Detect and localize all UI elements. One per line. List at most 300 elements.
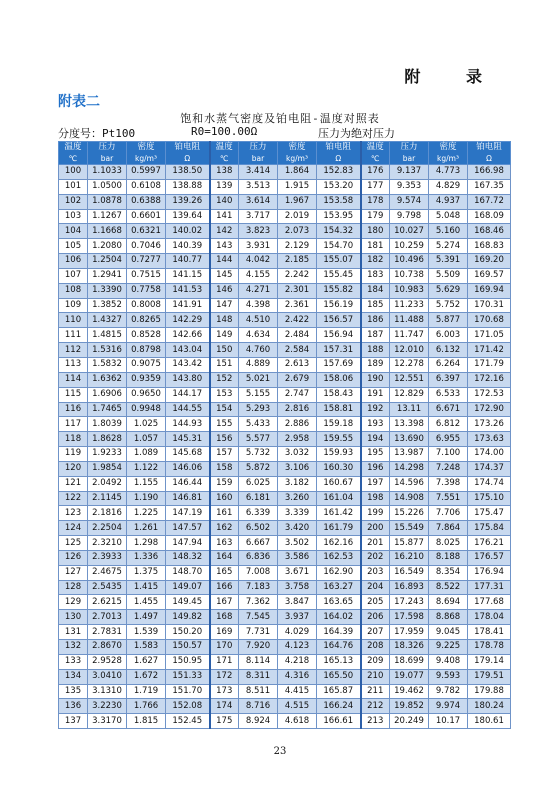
table-cell: 5.391 <box>429 254 468 269</box>
table-cell: 154.32 <box>317 224 361 239</box>
table-cell: 147.94 <box>166 536 210 551</box>
table-cell: 184 <box>361 283 390 298</box>
table-cell: 108 <box>59 283 88 298</box>
table-cell: 8.924 <box>239 714 278 729</box>
table-cell: 149 <box>210 328 239 343</box>
table-cell: 146.06 <box>166 461 210 476</box>
column-header-unit: ℃ <box>68 154 78 163</box>
table-cell: 146.81 <box>166 491 210 506</box>
table-cell: 179.88 <box>468 684 511 699</box>
table-cell: 160.30 <box>317 461 361 476</box>
table-cell: 180 <box>361 224 390 239</box>
table-cell: 172.16 <box>468 372 511 387</box>
table-cell: 154.70 <box>317 239 361 254</box>
table-cell: 198 <box>361 491 390 506</box>
table-cell: 6.339 <box>239 506 278 521</box>
table-cell: 145 <box>210 268 239 283</box>
table-cell: 2.242 <box>278 268 317 283</box>
table-cell: 141 <box>210 209 239 224</box>
table-cell: 13.398 <box>390 417 429 432</box>
table-cell: 9.225 <box>429 640 468 655</box>
table-cell: 16.893 <box>390 580 429 595</box>
table-cell: 162.90 <box>317 565 361 580</box>
table-cell: 176.57 <box>468 550 511 565</box>
table-cell: 2.816 <box>278 402 317 417</box>
table-cell: 3.2230 <box>88 699 127 714</box>
table-cell: 9.408 <box>429 654 468 669</box>
table-row <box>59 432 511 447</box>
table-cell: 205 <box>361 595 390 610</box>
table-cell: 2.129 <box>278 239 317 254</box>
table-cell: 6.502 <box>239 521 278 536</box>
table-cell: 7.100 <box>429 447 468 462</box>
table-cell: 9.137 <box>390 165 429 180</box>
table-cell: 160 <box>210 491 239 506</box>
table-cell: 2.0492 <box>88 476 127 491</box>
table-cell: 15.226 <box>390 506 429 521</box>
table-cell: 182 <box>361 254 390 269</box>
table-cell: 168.46 <box>468 224 511 239</box>
table-cell: 180.24 <box>468 699 511 714</box>
table-cell: 9.798 <box>390 209 429 224</box>
table-cell: 113 <box>59 357 88 372</box>
table-cell: 3.032 <box>278 447 317 462</box>
table-cell: 208 <box>361 640 390 655</box>
table-cell: 149.45 <box>166 595 210 610</box>
column-header <box>88 142 127 165</box>
table-cell: 101 <box>59 179 88 194</box>
table-cell: 2.958 <box>278 432 317 447</box>
column-header-unit: ℃ <box>371 154 380 163</box>
table-cell: 4.415 <box>278 684 317 699</box>
table-cell: 154 <box>210 402 239 417</box>
table-cell: 175.10 <box>468 491 511 506</box>
table-cell: 6.264 <box>429 357 468 372</box>
table-cell: 2.613 <box>278 357 317 372</box>
table-cell: 15.877 <box>390 536 429 551</box>
table-header-row <box>59 142 511 165</box>
table-cell: 1.5316 <box>88 343 127 358</box>
table-cell: 0.6108 <box>127 179 166 194</box>
table-cell: 178.04 <box>468 610 511 625</box>
table-cell: 206 <box>361 610 390 625</box>
table-cell: 13.987 <box>390 447 429 462</box>
table-cell: 7.183 <box>239 580 278 595</box>
column-header <box>239 142 278 165</box>
table-cell: 3.260 <box>278 491 317 506</box>
table-cell: 189 <box>361 357 390 372</box>
table-cell: 155.07 <box>317 254 361 269</box>
table-cell: 2.4675 <box>88 565 127 580</box>
table-row <box>59 654 511 669</box>
table-cell: 8.716 <box>239 699 278 714</box>
table-cell: 144.93 <box>166 417 210 432</box>
table-cell: 142.29 <box>166 313 210 328</box>
table-cell: 6.836 <box>239 550 278 565</box>
table-cell: 176 <box>361 165 390 180</box>
table-cell: 0.6388 <box>127 194 166 209</box>
table-cell: 1.415 <box>127 580 166 595</box>
table-cell: 2.9528 <box>88 654 127 669</box>
table-row <box>59 313 511 328</box>
table-cell: 150 <box>210 343 239 358</box>
table-cell: 13.690 <box>390 432 429 447</box>
table-cell: 1.9854 <box>88 461 127 476</box>
table-cell: 4.829 <box>429 179 468 194</box>
table-cell: 148.32 <box>166 550 210 565</box>
table-cell: 119 <box>59 447 88 462</box>
table-cell: 1.5832 <box>88 357 127 372</box>
table-cell: 204 <box>361 580 390 595</box>
table-cell: 1.0500 <box>88 179 127 194</box>
table-cell: 177.68 <box>468 595 511 610</box>
column-header-name: 密度 <box>137 142 155 152</box>
pressure-note: 压力为绝对压力 <box>318 127 395 140</box>
table-cell: 199 <box>361 506 390 521</box>
table-cell: 186 <box>361 313 390 328</box>
table-cell: 14.596 <box>390 476 429 491</box>
table-cell: 164.02 <box>317 610 361 625</box>
table-cell: 144.17 <box>166 387 210 402</box>
table-cell: 169.94 <box>468 283 511 298</box>
table-cell: 141.91 <box>166 298 210 313</box>
table-cell: 155.82 <box>317 283 361 298</box>
table-cell: 12.829 <box>390 387 429 402</box>
table-row <box>59 268 511 283</box>
table-cell: 6.003 <box>429 328 468 343</box>
table-cell: 17.959 <box>390 625 429 640</box>
table-cell: 143.42 <box>166 357 210 372</box>
column-header-name: 温度 <box>215 142 233 152</box>
table-cell: 209 <box>361 654 390 669</box>
table-cell: 161.42 <box>317 506 361 521</box>
table-cell: 158.06 <box>317 372 361 387</box>
table-cell: 190 <box>361 372 390 387</box>
table-cell: 8.311 <box>239 669 278 684</box>
table-cell: 1.6906 <box>88 387 127 402</box>
table-cell: 10.496 <box>390 254 429 269</box>
table-cell: 109 <box>59 298 88 313</box>
table-cell: 0.8798 <box>127 343 166 358</box>
table-cell: 178.78 <box>468 640 511 655</box>
table-cell: 4.634 <box>239 328 278 343</box>
table-cell: 171 <box>210 654 239 669</box>
table-cell: 141.53 <box>166 283 210 298</box>
table-cell: 178 <box>361 194 390 209</box>
table-cell: 179.14 <box>468 654 511 669</box>
table-cell: 171.79 <box>468 357 511 372</box>
table-cell: 171.05 <box>468 328 511 343</box>
table-cell: 6.812 <box>429 417 468 432</box>
table-cell: 2.2504 <box>88 521 127 536</box>
column-header-unit: kg/m³ <box>286 154 308 163</box>
table-cell: 107 <box>59 268 88 283</box>
table-cell: 1.497 <box>127 610 166 625</box>
table-cell: 5.048 <box>429 209 468 224</box>
table-cell: 166 <box>210 580 239 595</box>
column-header <box>278 142 317 165</box>
table-cell: 4.398 <box>239 298 278 313</box>
table-cell: 150.95 <box>166 654 210 669</box>
table-cell: 164.39 <box>317 625 361 640</box>
table-cell: 170 <box>210 640 239 655</box>
table-cell: 201 <box>361 536 390 551</box>
table-cell: 197 <box>361 476 390 491</box>
table-cell: 0.9948 <box>127 402 166 417</box>
table-cell: 142.66 <box>166 328 210 343</box>
table-row <box>59 684 511 699</box>
table-cell: 185 <box>361 298 390 313</box>
table-cell: 162.16 <box>317 536 361 551</box>
table-subtitle: 附表二 <box>58 94 100 110</box>
table-cell: 2.1145 <box>88 491 127 506</box>
table-cell: 1.190 <box>127 491 166 506</box>
table-cell: 103 <box>59 209 88 224</box>
table-cell: 162.53 <box>317 550 361 565</box>
table-cell: 6.533 <box>429 387 468 402</box>
table-cell: 142 <box>210 224 239 239</box>
table-cell: 141.15 <box>166 268 210 283</box>
table-cell: 212 <box>361 699 390 714</box>
table-cell: 3.717 <box>239 209 278 224</box>
table-cell: 7.398 <box>429 476 468 491</box>
table-cell: 156 <box>210 432 239 447</box>
table-cell: 174.74 <box>468 476 511 491</box>
table-cell: 10.17 <box>429 714 468 729</box>
table-cell: 169.20 <box>468 254 511 269</box>
table-cell: 19.077 <box>390 669 429 684</box>
table-cell: 19.462 <box>390 684 429 699</box>
table-cell: 5.577 <box>239 432 278 447</box>
table-cell: 16.210 <box>390 550 429 565</box>
table-cell: 2.019 <box>278 209 317 224</box>
table-cell: 3.106 <box>278 461 317 476</box>
table-cell: 146.44 <box>166 476 210 491</box>
table-cell: 147.57 <box>166 521 210 536</box>
table-cell: 8.188 <box>429 550 468 565</box>
table-cell: 167.35 <box>468 179 511 194</box>
table-cell: 145.68 <box>166 447 210 462</box>
column-header-unit: Ω <box>335 154 342 163</box>
table-cell: 180.61 <box>468 714 511 729</box>
table-cell: 5.274 <box>429 239 468 254</box>
table-row <box>59 699 511 714</box>
table-cell: 3.420 <box>278 521 317 536</box>
table-cell: 149.82 <box>166 610 210 625</box>
r0-label: R0=100.00Ω <box>191 125 258 138</box>
table-cell: 143.80 <box>166 372 210 387</box>
table-cell: 157.69 <box>317 357 361 372</box>
table-cell: 173 <box>210 684 239 699</box>
table-cell: 9.045 <box>429 625 468 640</box>
table-cell: 132 <box>59 640 88 655</box>
table-cell: 1.455 <box>127 595 166 610</box>
table-cell: 168.83 <box>468 239 511 254</box>
table-cell: 193 <box>361 417 390 432</box>
table-cell: 2.185 <box>278 254 317 269</box>
table-cell: 175.84 <box>468 521 511 536</box>
table-cell: 151.33 <box>166 669 210 684</box>
table-row <box>59 357 511 372</box>
table-cell: 7.545 <box>239 610 278 625</box>
table-cell: 0.7046 <box>127 239 166 254</box>
table-row <box>59 372 511 387</box>
table-row <box>59 343 511 358</box>
table-cell: 2.679 <box>278 372 317 387</box>
table-cell: 14.908 <box>390 491 429 506</box>
table-cell: 11.488 <box>390 313 429 328</box>
table-cell: 8.354 <box>429 565 468 580</box>
table-cell: 146 <box>210 283 239 298</box>
table-cell: 172.90 <box>468 402 511 417</box>
table-cell: 168.09 <box>468 209 511 224</box>
table-cell: 0.8528 <box>127 328 166 343</box>
table-cell: 1.261 <box>127 521 166 536</box>
table-cell: 15.549 <box>390 521 429 536</box>
column-header <box>429 142 468 165</box>
table-cell: 196 <box>361 461 390 476</box>
table-cell: 13.11 <box>390 402 429 417</box>
table-cell: 187 <box>361 328 390 343</box>
table-cell: 153 <box>210 387 239 402</box>
table-cell: 5.732 <box>239 447 278 462</box>
table-cell: 3.823 <box>239 224 278 239</box>
table-cell: 1.155 <box>127 476 166 491</box>
table-cell: 4.773 <box>429 165 468 180</box>
table-cell: 1.864 <box>278 165 317 180</box>
table-cell: 2.301 <box>278 283 317 298</box>
table-cell: 1.766 <box>127 699 166 714</box>
table-cell: 163.65 <box>317 595 361 610</box>
table-row <box>59 239 511 254</box>
table-cell: 210 <box>361 669 390 684</box>
table-cell: 139.64 <box>166 209 210 224</box>
table-cell: 10.983 <box>390 283 429 298</box>
table-cell: 4.271 <box>239 283 278 298</box>
table-cell: 140.77 <box>166 254 210 269</box>
table-cell: 174 <box>210 699 239 714</box>
table-cell: 125 <box>59 536 88 551</box>
table-cell: 144.55 <box>166 402 210 417</box>
table-row <box>59 283 511 298</box>
table-row <box>59 254 511 269</box>
table-cell: 2.3210 <box>88 536 127 551</box>
table-row <box>59 387 511 402</box>
table-cell: 6.955 <box>429 432 468 447</box>
table-cell: 6.132 <box>429 343 468 358</box>
table-cell: 156.94 <box>317 328 361 343</box>
table-cell: 135 <box>59 684 88 699</box>
table-row <box>59 506 511 521</box>
table-row <box>59 209 511 224</box>
table-cell: 7.706 <box>429 506 468 521</box>
table-row <box>59 669 511 684</box>
column-header-name: 压力 <box>98 142 116 152</box>
table-cell: 176.94 <box>468 565 511 580</box>
table-cell: 152 <box>210 372 239 387</box>
table-cell: 120 <box>59 461 88 476</box>
table-cell: 139.26 <box>166 194 210 209</box>
table-cell: 179.51 <box>468 669 511 684</box>
table-cell: 157.31 <box>317 343 361 358</box>
table-cell: 0.8265 <box>127 313 166 328</box>
table-cell: 114 <box>59 372 88 387</box>
table-cell: 168 <box>210 610 239 625</box>
table-cell: 3.937 <box>278 610 317 625</box>
table-cell: 1.8628 <box>88 432 127 447</box>
table-cell: 150.57 <box>166 640 210 655</box>
table-cell: 152.08 <box>166 699 210 714</box>
table-cell: 140.39 <box>166 239 210 254</box>
table-cell: 1.1668 <box>88 224 127 239</box>
table-cell: 164 <box>210 550 239 565</box>
column-header-name: 温度 <box>366 142 384 152</box>
table-cell: 1.375 <box>127 565 166 580</box>
column-header <box>317 142 361 165</box>
table-cell: 2.7013 <box>88 610 127 625</box>
table-cell: 0.6601 <box>127 209 166 224</box>
table-cell: 5.877 <box>429 313 468 328</box>
table-cell: 4.123 <box>278 640 317 655</box>
table-cell: 173.26 <box>468 417 511 432</box>
table-cell: 192 <box>361 402 390 417</box>
table-cell: 8.511 <box>239 684 278 699</box>
table-cell: 7.551 <box>429 491 468 506</box>
table-cell: 17.243 <box>390 595 429 610</box>
column-header-name: 铂电阻 <box>174 142 200 152</box>
table-cell: 155 <box>210 417 239 432</box>
table-cell: 153.58 <box>317 194 361 209</box>
table-cell: 9.574 <box>390 194 429 209</box>
table-cell: 195 <box>361 447 390 462</box>
table-cell: 170.68 <box>468 313 511 328</box>
table-cell: 1.719 <box>127 684 166 699</box>
table-cell: 149.07 <box>166 580 210 595</box>
table-cell: 147.19 <box>166 506 210 521</box>
table-cell: 2.6215 <box>88 595 127 610</box>
graduation-label: 分度号：Pt100 <box>58 127 136 140</box>
table-row <box>59 565 511 580</box>
table-cell: 1.627 <box>127 654 166 669</box>
table-cell: 3.339 <box>278 506 317 521</box>
table-cell: 5.155 <box>239 387 278 402</box>
table-cell: 7.731 <box>239 625 278 640</box>
table-cell: 12.010 <box>390 343 429 358</box>
table-cell: 161.04 <box>317 491 361 506</box>
table-cell: 1.1267 <box>88 209 127 224</box>
table-cell: 1.583 <box>127 640 166 655</box>
table-cell: 8.025 <box>429 536 468 551</box>
table-row <box>59 491 511 506</box>
table-cell: 100 <box>59 165 88 180</box>
table-cell: 9.782 <box>429 684 468 699</box>
table-cell: 1.3852 <box>88 298 127 313</box>
page-number: 23 <box>273 746 287 757</box>
table-row <box>59 194 511 209</box>
table-cell: 19.852 <box>390 699 429 714</box>
column-header <box>210 142 239 165</box>
table-cell: 1.1033 <box>88 165 127 180</box>
table-cell: 147 <box>210 298 239 313</box>
table-cell: 3.586 <box>278 550 317 565</box>
table-cell: 1.4815 <box>88 328 127 343</box>
table-cell: 5.872 <box>239 461 278 476</box>
table-cell: 3.182 <box>278 476 317 491</box>
table-cell: 122 <box>59 491 88 506</box>
column-header-unit: kg/m³ <box>135 154 157 163</box>
table-cell: 8.114 <box>239 654 278 669</box>
table-cell: 1.225 <box>127 506 166 521</box>
